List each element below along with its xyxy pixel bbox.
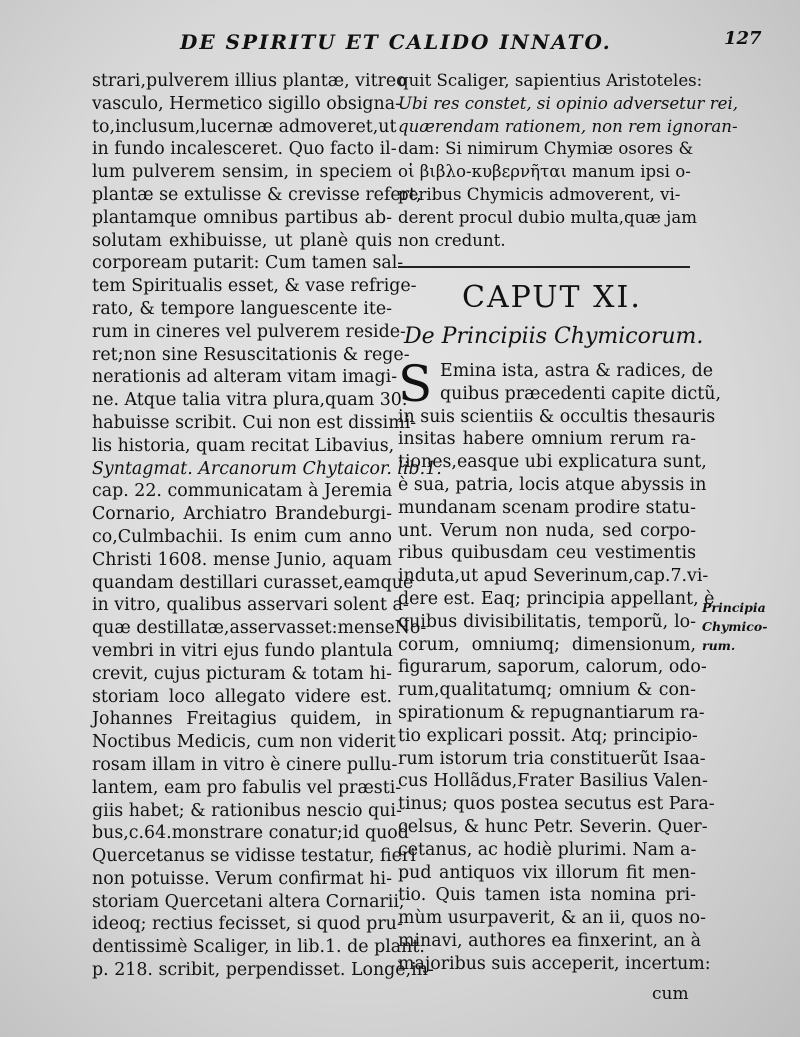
text-line: spirationum & repugnantiarum ra- — [398, 702, 705, 723]
text-line: quibus divisibilitatis, temporũ, lo- — [398, 611, 696, 632]
text-line: vasculo, Hermetico sigillo obsigna- — [92, 93, 401, 114]
text-line: tiones,easque ubi explicatura sunt, — [398, 452, 707, 473]
text-line: in fundo incalesceret. Quo facto il- — [92, 139, 397, 160]
text-line: dam: Si nimirum Chymiæ osores & — [398, 139, 694, 159]
text-line: Emina ista, astra & radices, de — [440, 361, 714, 381]
text-line: induta,ut apud Severinum,cap.7.vi- — [398, 566, 709, 587]
text-line: Ubi res constet, si opinio adversetur rei, — [398, 93, 739, 113]
text-line: vembri in vitri ejus fundo plantula — [92, 640, 393, 661]
text-line: Syntagmat. Arcanorum Chytaicor. lib.1. — [92, 458, 442, 479]
text-line: quandam destillari curasset,eamque — [92, 572, 414, 593]
text-line: giis habet; & rationibus nescio qui- — [92, 800, 402, 821]
text-line: in vitro, qualibus asservari solent a- — [92, 595, 409, 616]
text-line: mùm usurpaverit, & an ii, quos no- — [398, 908, 706, 929]
running-title: DE SPIRITU ET CALIDO INNATO. — [180, 30, 612, 54]
text-line: insitas habere omnium rerum ra- — [398, 429, 696, 450]
right-column — [398, 355, 721, 976]
text-line: rosam illam in vitro è cinere pullu- — [92, 754, 398, 775]
text-line: nerationis ad alteram vitam imagi- — [92, 367, 398, 388]
section-rule — [398, 266, 690, 268]
text-line: tio. Quis tamen ista nomina pri- — [398, 885, 696, 906]
text-line: cus Hollãdus,Frater Basilius Valen- — [398, 771, 708, 792]
margin-note-line: Chymico- — [702, 619, 768, 634]
text-line: celsus, & hunc Petr. Severin. Quer- — [398, 816, 708, 837]
text-line: è sua, patria, locis atque abyssis in — [398, 474, 707, 495]
text-line: pud antiquos vix illorum fit men- — [398, 862, 696, 883]
text-line: to,inclusum,lucernæ admoveret,ut — [92, 116, 397, 137]
text-line: strari,pulverem illius plantæ, vitreo — [92, 71, 407, 91]
text-line: solutam exhibuisse, ut planè quis — [92, 230, 392, 251]
chapter-subtitle: De Principiis Chymicorum. — [404, 324, 704, 349]
text-line: ret;non sine Resuscitationis & rege- — [92, 344, 410, 365]
text-line: quit Scaliger, sapientius Aristoteles: — [398, 71, 703, 90]
text-line: Quercetanus se vidisse testatur, fieri — [92, 846, 416, 867]
text-line: crevit, cujus picturam & totam hi- — [92, 663, 392, 684]
text-line: rum istorum tria constituerũt Isaa- — [398, 748, 706, 769]
text-line: unt. Verum non nuda, sed corpo- — [398, 520, 696, 541]
page-number: 127 — [724, 28, 762, 49]
text-line: quærendam rationem, non rem ignoran- — [398, 116, 738, 136]
text-line: rum,qualitatumq; omnium & con- — [398, 680, 696, 701]
text-line: tem Spiritualis esset, & vase refrige- — [92, 276, 417, 297]
text-line: dentissimè Scaliger, in lib.1. de plant. — [92, 937, 425, 958]
text-line: mundanam scenam prodire statu- — [398, 497, 696, 518]
right-column-top — [398, 70, 739, 252]
text-line: tio explicari possit. Atq; principio- — [398, 725, 698, 746]
text-line: majoribus suis acceperit, incertum: — [398, 953, 711, 974]
catchword: cum — [652, 984, 689, 1004]
margin-note-line: Principia — [702, 600, 766, 615]
text-line: peribus Chymicis admoverent, vi- — [398, 184, 681, 204]
text-line: ribus quibusdam ceu vestimentis — [398, 543, 696, 564]
text-line: derent procul dubio multa,quæ jam — [398, 207, 697, 227]
text-line: in suis scientiis & occultis thesauris — [398, 406, 716, 427]
text-line: bus,c.64.monstrare conatur;id quod — [92, 823, 409, 844]
text-line: Christi 1608. mense Junio, aquam — [92, 549, 392, 570]
text-line: corpoream putarit: Cum tamen sal- — [92, 253, 404, 274]
text-line: non credunt. — [398, 230, 506, 250]
margin-note — [702, 598, 792, 655]
text-line: Noctibus Medicis, cum non viderit — [92, 732, 396, 753]
text-line: plantæ se extulisse & crevisse refert, — [92, 184, 422, 205]
text-line: storiam loco allegato videre est. — [92, 686, 392, 707]
text-line: lum pulverem sensim, in speciem — [92, 162, 392, 183]
text-line: rum in cineres vel pulverem reside- — [92, 321, 406, 342]
margin-note-line: rum. — [702, 638, 736, 653]
text-line: ne. Atque talia vitra plura,quam 30. — [92, 390, 408, 411]
text-line: p. 218. scribit, perpendisset. Longè,in- — [92, 960, 434, 981]
drop-cap: S — [398, 355, 433, 413]
text-line: storiam Quercetani altera Cornarii, — [92, 891, 405, 912]
text-line: quæ destillatæ,asservasset:menseNo- — [92, 618, 427, 639]
left-column — [92, 70, 442, 982]
text-line: co,Culmbachii. Is enim cum anno — [92, 526, 392, 547]
text-line: dere est. Eaq; principia appellant, è — [398, 588, 715, 609]
text-line: cetanus, ac hodiè plurimi. Nam a- — [398, 839, 697, 860]
text-line: corum, omniumq; dimensionum, — [398, 634, 696, 655]
text-line: οἱ βιβλο-κυβερνῆται manum ipsi o- — [398, 162, 691, 182]
text-line: Cornario, Archiatro Brandeburgi- — [92, 504, 392, 525]
chapter-heading: CAPUT XI. — [462, 280, 642, 315]
text-line: lantem, eam pro fabulis vel præsti- — [92, 777, 402, 798]
text-line: figurarum, saporum, calorum, odo- — [398, 657, 707, 678]
text-line: cap. 22. communicatam à Jeremia — [92, 481, 393, 502]
text-line: ideoq; rectius fecisset, si quod pru- — [92, 914, 403, 935]
text-line: quibus præcedenti capite dictũ, — [440, 383, 721, 404]
text-line: non potuisse. Verum confirmat hi- — [92, 868, 392, 889]
text-line: Johannes Freitagius quidem, in — [92, 709, 392, 730]
text-line: minavi, authores ea finxerint, an à — [398, 930, 702, 951]
text-line: habuisse scribit. Cui non est dissimi- — [92, 412, 417, 433]
text-line: tinus; quos postea secutus est Para- — [398, 794, 715, 815]
text-line: plantamque omnibus partibus ab- — [92, 207, 392, 228]
text-line: lis historia, quam recitat Libavius, — [92, 435, 395, 456]
text-line: rato, & tempore languescente ite- — [92, 298, 392, 319]
